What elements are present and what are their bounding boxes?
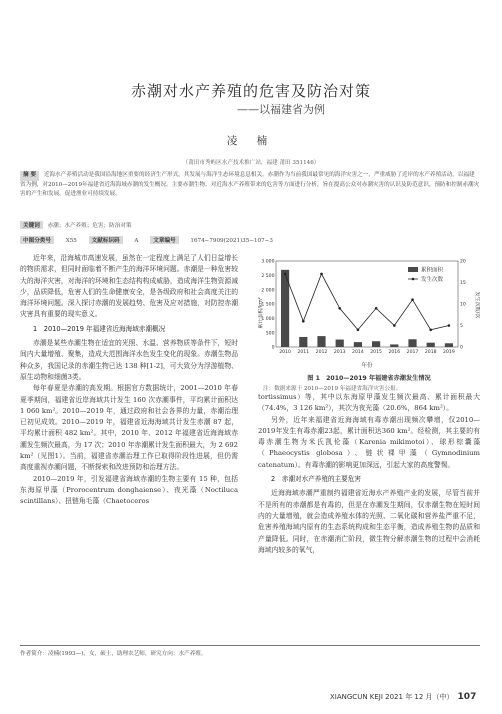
bar-2011 <box>299 337 307 347</box>
right-y-tick-label: 15 <box>460 281 466 287</box>
right-column <box>258 392 480 556</box>
bar-2016 <box>390 344 398 347</box>
figure-1-caption: 图 1 2010—2019 年福建省赤潮发生情况 <box>307 375 431 382</box>
intro-paragraph: 近年来，沿海城市高速发展，虽然在一定程度上满足了人们日益增长的物质需求，但同时面临着不断产生的海洋环境问题。赤潮是一种危害较大的海洋灾害，对海洋的环境和生态结构构成威胁，造成海洋生物资源减少，品质降低，危害人们的生命健康安全，是各级政府和社会高度关注的海洋环境问题。深入探讨赤潮的发展趋势、危害及应对措施，对防控赤潮灾害具有重要的现实意义。 <box>20 254 238 319</box>
figure-1-chart <box>258 253 480 373</box>
left-column <box>20 253 238 508</box>
section-1-heading: 1 2010—2019 年福建省近海海域赤潮概况 <box>33 324 166 333</box>
section-2-heading: 2 赤潮对水产养殖的主要危害 <box>271 475 361 484</box>
section-1-paragraph-3: 2010—2019 年，引发福建省海域赤潮的生物主要有 15 种，包括东海原甲藻（Prorocentrum donghaiense）、夜光藻（Noctiluca scintillans）、扭链角毛藻（Chaetoceros <box>20 474 238 506</box>
author-affiliation: （莆田市秀屿区水产技术推广站，福建 莆田 351146） <box>182 160 320 166</box>
article-number-label: 文章编号 <box>150 236 178 244</box>
section-1-paragraph-1: 赤潮是某些赤潮生物在适宜的光照、水温、营养物质等条件下，短时间内大量增殖、聚集，造成大范围海洋水色发生变化的现象。赤潮生物品种众多，我国记录的赤潮生物已达 138 种[1-2]，可大致分为浮游植物、原生动物和细菌3类。 <box>20 339 238 381</box>
x-tick-label: 2013 <box>333 350 346 355</box>
abstract-block <box>20 171 480 200</box>
left-y-tick-label: 2 500 <box>261 273 275 279</box>
x-tick-label: 2011 <box>297 350 310 355</box>
legend-bar-label: 累积面积 <box>421 267 444 274</box>
bar-2015 <box>372 341 380 347</box>
bar-2012 <box>317 336 325 347</box>
bar-2013 <box>336 340 344 347</box>
x-tick-label: 2012 <box>315 350 328 355</box>
abstract-text: 近海水产养殖活动是我国沿海地区重要的经济生产形式，其发展与海洋生态环境息息相关。赤潮作为当前我国最常见的海洋灾害之一，严重威胁了近岸的水产养殖活动。以福建省为例，对2010—2019年福建省近海海域赤潮的发生概况、主要赤潮生物、对近海水产养殖带来的危害等方面进行分析，旨在提高公众对赤潮灾害的认识及防范意识，预防和控制赤潮灾害的产生和发展，促进渔业可持续发展。 <box>20 172 480 198</box>
x-tick-label: 2019 <box>443 350 455 355</box>
article-subtitle: ——以福建省为例 <box>237 103 325 116</box>
legend-line-label: 发生次数 <box>421 277 444 283</box>
doccode-label: 文献标识码 <box>89 236 123 244</box>
article-number-value: 1674−7909(2021)35−107−3 <box>190 238 273 244</box>
legend-bar-swatch <box>408 267 418 272</box>
right-paragraph-2: 另外，近年来福建省近海海域有毒赤潮出现频次攀增，仅2010—2019年发生有毒赤潮23起，累计面积达360 km²。经检测，其主要的有毒赤潮生物为米氏凯伦藻（Karenia mikimotoi）、球形棕囊藻（Phaeocystis globosa）、链状裸甲藻（Gymnodinium catenatum）。有毒赤潮的影响更加深远，引起大家的高度警惕。 <box>258 415 480 469</box>
right-paragraph-3: 近海海域赤潮严重制约福建省近海水产养殖产业的发展，尽管当前并不是所有的赤潮都是有毒的，但是在赤潮发生期间，仅赤潮生物在短时间内的大量增殖，就会造成养殖水体的光照、二氧化碳和营养盐严重不足，危害养殖海域内原有的生态系统构成和生态平衡，造成养殖生物的品质和产量降低。同时，在赤潮消亡阶段，微生物分解赤潮生物的过程中会消耗海域内较多的氧气， <box>258 489 480 554</box>
line-point-2017 <box>411 298 414 301</box>
abstract-label: 摘 要 <box>20 171 39 181</box>
author-name: 凌 楠 <box>226 135 276 147</box>
article-title: 赤潮对水产养殖的危害及防治对策 <box>130 82 371 100</box>
line-point-2016 <box>393 324 396 327</box>
right-y-tick-label: 5 <box>460 324 463 330</box>
x-axis-label: 年份 <box>361 363 373 369</box>
bar-2019 <box>445 343 453 347</box>
doccode-value: A <box>134 238 139 244</box>
line-point-2012 <box>320 273 323 276</box>
left-y-tick-label: 1 500 <box>261 302 275 308</box>
class-value: X55 <box>65 238 77 244</box>
right-axis-label: 发生次数/次 <box>474 291 480 319</box>
bar-2014 <box>354 342 362 347</box>
left-y-tick-label: 0 <box>271 345 275 351</box>
bar-2017 <box>408 339 416 347</box>
left-y-tick-label: 1 000 <box>261 316 275 322</box>
classification-row <box>20 236 490 244</box>
line-point-2014 <box>357 329 360 332</box>
page-number: 107 <box>457 692 477 702</box>
x-tick-label: 2017 <box>406 350 419 355</box>
line-point-2018 <box>429 329 432 332</box>
footer-journal: XIANGCUN KEJI 2021 年 12 月（中） <box>330 693 454 701</box>
right-y-tick-label: 20 <box>460 259 466 265</box>
right-y-tick-label: 10 <box>460 302 466 308</box>
section-1-paragraph-2: 每年春夏是赤潮的高发期。根据官方数据统计，2001—2010 年春夏季期间，福建省近岸海域共计发生 160 次赤潮事件，平均累计面积达 1 060 km²。2010—2019 年，通过政府和社会各界的力量，赤潮治理已初见成效。2010—2019 年，福建省近海海域共计发生赤潮 87 起，平均累计面积 482 km²。其中，2010 年、2012 年福建省近海海域赤潮发生频次最高，为 17 次；2010 年赤潮累计发生面积最大，为 2 692 km²（见图1）。当前，福建省赤潮治理工作已取得阶段性进展，但仍需高度重视赤潮问题，不断探索和改进预防和治理方法。 <box>20 384 238 472</box>
x-tick-label: 2014 <box>352 350 364 355</box>
figure-1-source-note: 注：数据来源于 2010—2019 年福建省海洋灾害公报。 <box>263 386 402 392</box>
line-point-2019 <box>448 324 451 327</box>
line-point-2011 <box>302 320 305 323</box>
legend-line-marker <box>412 278 415 281</box>
right-paragraph-1: tortissimus）等，其中以东海原甲藻发生频次最高、累计面积最大（74.4%，3 126 km²），其次为夜光藻（20.6%，864 km²）。 <box>258 393 480 413</box>
keywords-block <box>20 221 480 229</box>
author-footnote: 作者简介：凌楠(1993—)，女，硕士，助理农艺师，研究方向：水产养殖。 <box>20 645 480 657</box>
x-tick-label: 2016 <box>388 350 401 355</box>
keywords-text: 赤潮；水产养殖；危害；防治对策 <box>47 223 132 229</box>
left-y-tick-label: 3 000 <box>261 259 275 265</box>
chart-legend <box>408 266 444 284</box>
right-y-tick-label: 0 <box>460 345 463 351</box>
chart-plot-frame <box>276 261 458 347</box>
class-label: 中图分类号 <box>20 236 54 244</box>
line-point-2015 <box>375 307 378 310</box>
x-tick-label: 2010 <box>279 350 291 355</box>
keywords-label: 关键词 <box>20 221 43 229</box>
left-y-tick-label: 2 000 <box>261 288 275 294</box>
page-footer <box>330 692 476 702</box>
right-y-ticks <box>460 259 466 351</box>
bar-2018 <box>427 343 435 347</box>
line-point-2013 <box>338 307 341 310</box>
left-y-tick-label: 500 <box>265 331 275 337</box>
x-tick-label: 2015 <box>370 350 382 355</box>
left-axis-label: 累计面积/km² <box>258 297 264 329</box>
x-tick-label: 2018 <box>424 350 437 355</box>
x-ticks <box>279 349 455 355</box>
line-point-2010 <box>284 273 287 276</box>
